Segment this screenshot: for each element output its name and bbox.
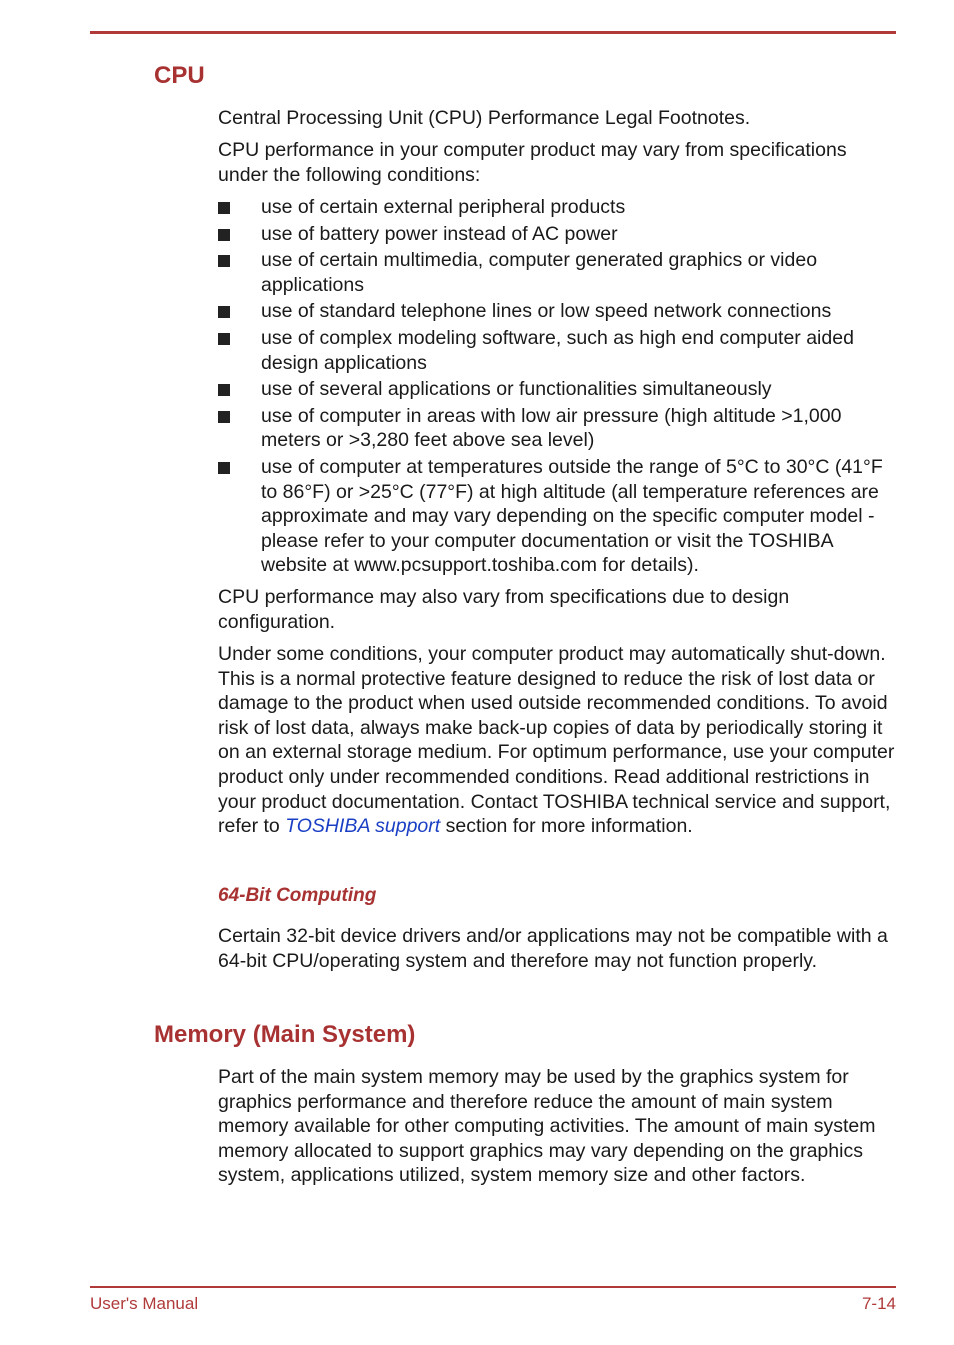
list-item: use of computer in areas with low air pressure (high altitude >1,000 meters or >3,280 feet above sea level) — [218, 404, 898, 453]
list-item: use of computer at temperatures outside the range of 5°C to 30°C (41°F to 86°F) or >25°C (77°F) at high altitude (all temperature references are approximate and may vary depending on the specific computer model - please refer to your computer documentation or visit the TOSHIBA website at www.pcsupport.toshiba.com for details). — [218, 455, 898, 578]
bit64-paragraph — [218, 924, 898, 973]
footer-manual-title: User's Manual — [90, 1294, 199, 1313]
footer-page-number: 7-14 — [861, 1294, 896, 1313]
cpu-lead-text: CPU performance in your computer product may vary from specifications under the following conditions: — [218, 139, 847, 186]
cpu-shutdown-paragraph — [218, 642, 898, 839]
bit64-heading: 64-Bit Computing — [218, 885, 377, 906]
bullet-square-icon — [218, 333, 230, 345]
bullet-square-icon — [218, 411, 230, 423]
list-item: use of standard telephone lines or low speed network connections — [218, 299, 898, 324]
memory-paragraph — [218, 1065, 898, 1188]
cpu-design-note — [218, 585, 898, 634]
bullet-square-icon — [218, 202, 230, 214]
cpu-design-note-text: CPU performance may also vary from specifications due to design configuration. — [218, 586, 790, 633]
bullet-square-icon — [218, 384, 230, 396]
cpu-heading: CPU — [154, 62, 205, 89]
cpu-intro — [218, 106, 898, 131]
bit64-text: Certain 32-bit device drivers and/or applications may not be compatible with a 64-bit CPU/operating system and therefore may not function properly. — [218, 925, 888, 972]
list-item: use of certain multimedia, computer generated graphics or video applications — [218, 248, 898, 297]
list-item: use of battery power instead of AC power — [218, 222, 898, 247]
top-rule — [90, 31, 896, 34]
cpu-shutdown-text: Under some conditions, your computer product may automatically shut-down. This is a normal protective feature designed to reduce the risk of lost data or damage to the product when used outside recommended conditions. To avoid risk of lost data, always make back-up copies of data by periodically storing it on an external storage medium. For optimum performance, use your computer product only under recommended conditions. Read additional restrictions in your product documentation. Contact TOSHIBA technical service and support, refer to TOSHIBA support section for more information. — [218, 643, 895, 838]
bottom-rule — [90, 1286, 896, 1288]
bullet-square-icon — [218, 306, 230, 318]
cpu-conditions-list — [218, 195, 898, 580]
cpu-lead — [218, 138, 898, 187]
bullet-square-icon — [218, 229, 230, 241]
toshiba-support-link[interactable]: TOSHIBA support — [285, 815, 441, 838]
memory-heading: Memory (Main System) — [154, 1021, 416, 1048]
bullet-square-icon — [218, 462, 230, 474]
bullet-square-icon — [218, 255, 230, 267]
cpu-intro-text: Central Processing Unit (CPU) Performance Legal Footnotes. — [218, 107, 751, 129]
list-item: use of complex modeling software, such as high end computer aided design applications — [218, 326, 898, 375]
memory-text: Part of the main system memory may be used by the graphics system for graphics performance and therefore reduce the amount of main system memory available for other computing activities. The amount of main system memory allocated to support graphics may vary depending on the graphics system, applications utilized, system memory size and other factors. — [218, 1066, 876, 1187]
list-item: use of several applications or functionalities simultaneously — [218, 377, 898, 402]
list-item: use of certain external peripheral products — [218, 195, 898, 220]
